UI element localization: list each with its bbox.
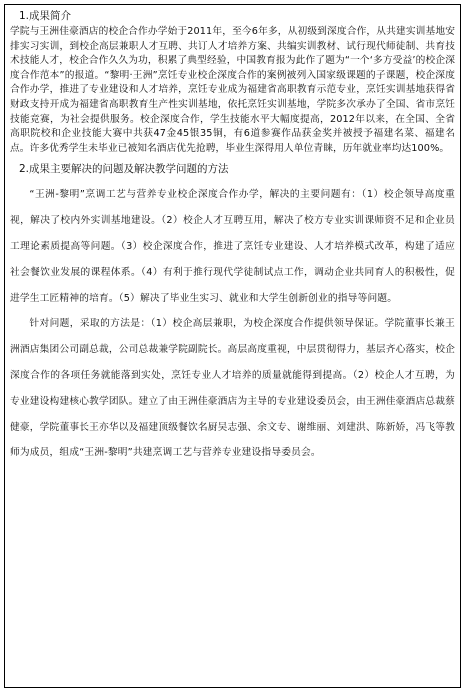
methods-paragraph: 针对问题，采取的方法是：（1）校企高层兼职，为校企深度合作提供领导保证。学院董事长兼王洲酒店集团公司副总裁，公司总裁兼学院副院长。高层高度重视，中层贯彻得力，基层齐心落实，校企深度合作的各项任务就能落到实处，烹饪专业人才培养的质量就能得到提高。（2）校企人才互聘，为专业建设构建核心教学团队。建立了由王洲佳豪酒店为主导的专业建设委员会，由王洲佳豪酒店总裁蔡健豪，学院董事长王亦华以及福建顶级餐饮名厨吴志强、余文专、谢维丽、刘建洪、陈新娇，冯飞等教师为成员，组成“王洲-黎明”共建烹调工艺与营养专业建设指导委员会。 <box>10 318 455 459</box>
problems-paragraph: “王洲-黎明”烹调工艺与营养专业校企深度合作办学，解决的主要问题有：（1）校企领导高度重视，解决了校内外实训基地建设。（2）校企人才互聘互用，解决了校方专业实训课师资不足和企业员工理论素质提高等问题。（3）校企深度合作，推进了烹饪专业建设、人才培养模式改革，构建了适应社会餐饮业发展的课程体系。（4）有利于推行现代学徒制试点工作，调动企业共同育人的积极性，促进学生工匠精神的培育。（5）解决了毕业生实习、就业和大学生创新创业的指导等问题。 <box>10 189 455 304</box>
section-overview <box>10 9 455 156</box>
section-heading: 2.成果主要解决的问题及解决教学问题的方法 <box>19 163 229 176</box>
document-page <box>4 4 461 688</box>
overview-paragraph: 学院与王洲佳豪酒店的校企合作办学始于2011年，至今6年多，从初级到深度合作，从共建实训基地安排实习实训，到校企高层兼职人才互聘、共订人才培养方案、共编实训教材、试行现代师徒制、共育技术技能人才，校企合作久久为功，积累了典型经验，中国教育报为此作了题为“一个‘多方受益’的校企深度合作范本”的报道。“黎明·王洲”烹饪专业校企深度合作的案例被列入国家级课题的子课题，校企深度合作办学，推进了专业建设和人才培养，烹饪专业成为福建省高职教育示范专业，烹饪实训基地获得省财政支持开成为福建省高职教育生产性实训基地，依托烹饪实训基地，学院多次承办了全国、省市烹饪技能竞赛，为社会提供服务。校企深度合作，学生技能水平大幅度提高，2012年以来，在全国、全省高职院校和企业技能大赛中共获47金45银35铜，有6道参赛作品获金奖并被授予福建名菜、福建名点。许多优秀学生未毕业已被知名酒店优先抢聘，毕业生深得用人单位青睐，历年就业率均达100%。 <box>10 26 455 154</box>
section-heading: 1.成果简介 <box>19 10 72 22</box>
section-problems-and-methods <box>10 162 455 466</box>
